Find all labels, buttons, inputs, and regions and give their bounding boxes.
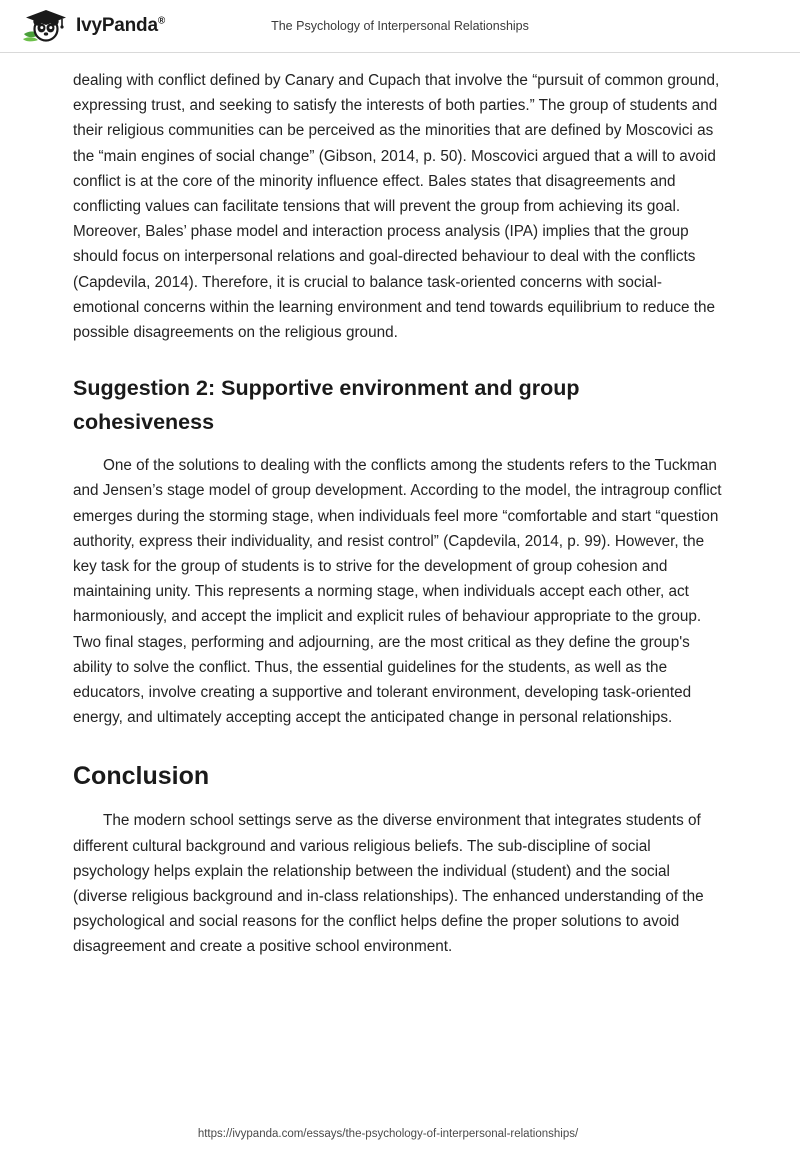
page-footer: [0, 1124, 800, 1142]
heading-conclusion: Conclusion: [73, 762, 210, 791]
header-divider: [0, 52, 800, 53]
paragraph-suggestion-2: One of the solutions to dealing with the conflicts among the students refers to the Tuckman and Jensen’s stage model of group development. According to the model, the intragroup conflict emerges during the storming stage, when individuals feel more “comfortable and start “question authority, express their individuality, and resist control” (Capdevila, 2014, p. 99). However, the key task for the group of students is to strive for the development of group cohesion and maintaining unity. This represents a norming stage, when individuals accept each other, act harmoniously, and accept the implicit and explicit rules of behaviour appropriate to the group. Two final stages, performing and adjourning, are the most critical as they define the group's ability to solve the conflict. Thus, the essential guidelines for the students, as well as the educators, involve creating a supportive and tolerant environment, developing task-oriented energy, and ultimately accepting accept the anticipated change in personal relationships.: [73, 457, 722, 727]
paragraph-continued: dealing with conflict defined by Canary and Cupach that involve the “pursuit of common ground, expressing trust, and seeking to satisfy the interests of both parties.” The group of students and their religious communities can be perceived as the minorities that are defined by Moscovici as the “main engines of social change” (Gibson, 2014, p. 50). Moscovici argued that a will to avoid conflict is at the core of the minority influence effect. Bales states that disagreements and conflicting values can facilitate tensions that will prevent the group from achieving its goal. Moreover, Bales’ phase model and interaction process analysis (IPA) implies that the group should focus on interpersonal relations and goal-directed behaviour to deal with the conflicts (Capdevila, 2014). Therefore, it is crucial to balance task-oriented concerns with social-emotional concerns within the learning environment and tend towards equilibrium to reduce the possible disagreements on the religious ground.: [73, 72, 720, 342]
document-body: [73, 68, 725, 960]
brand-name-text: IvyPanda: [76, 15, 158, 36]
page-header: [0, 0, 800, 52]
source-url[interactable]: https://ivypanda.com/essays/the-psychology-of-interpersonal-relationships/: [197, 1128, 579, 1140]
document-title: The Psychology of Interpersonal Relationships: [271, 19, 529, 33]
registered-mark: ®: [157, 15, 166, 27]
heading-suggestion-2: Suggestion 2: Supportive environment and group cohesiveness: [73, 376, 580, 435]
paragraph-conclusion: The modern school settings serve as the diverse environment that integrates students of different cultural background and various religious beliefs. The sub-discipline of social psychology helps explain the relationship between the individual (student) and the social (diverse religious background and in-class relationships). The enhanced understanding of the psychological and social reasons for the conflict helps define the proper solutions to avoid disagreement and create a positive school environment.: [73, 812, 704, 956]
